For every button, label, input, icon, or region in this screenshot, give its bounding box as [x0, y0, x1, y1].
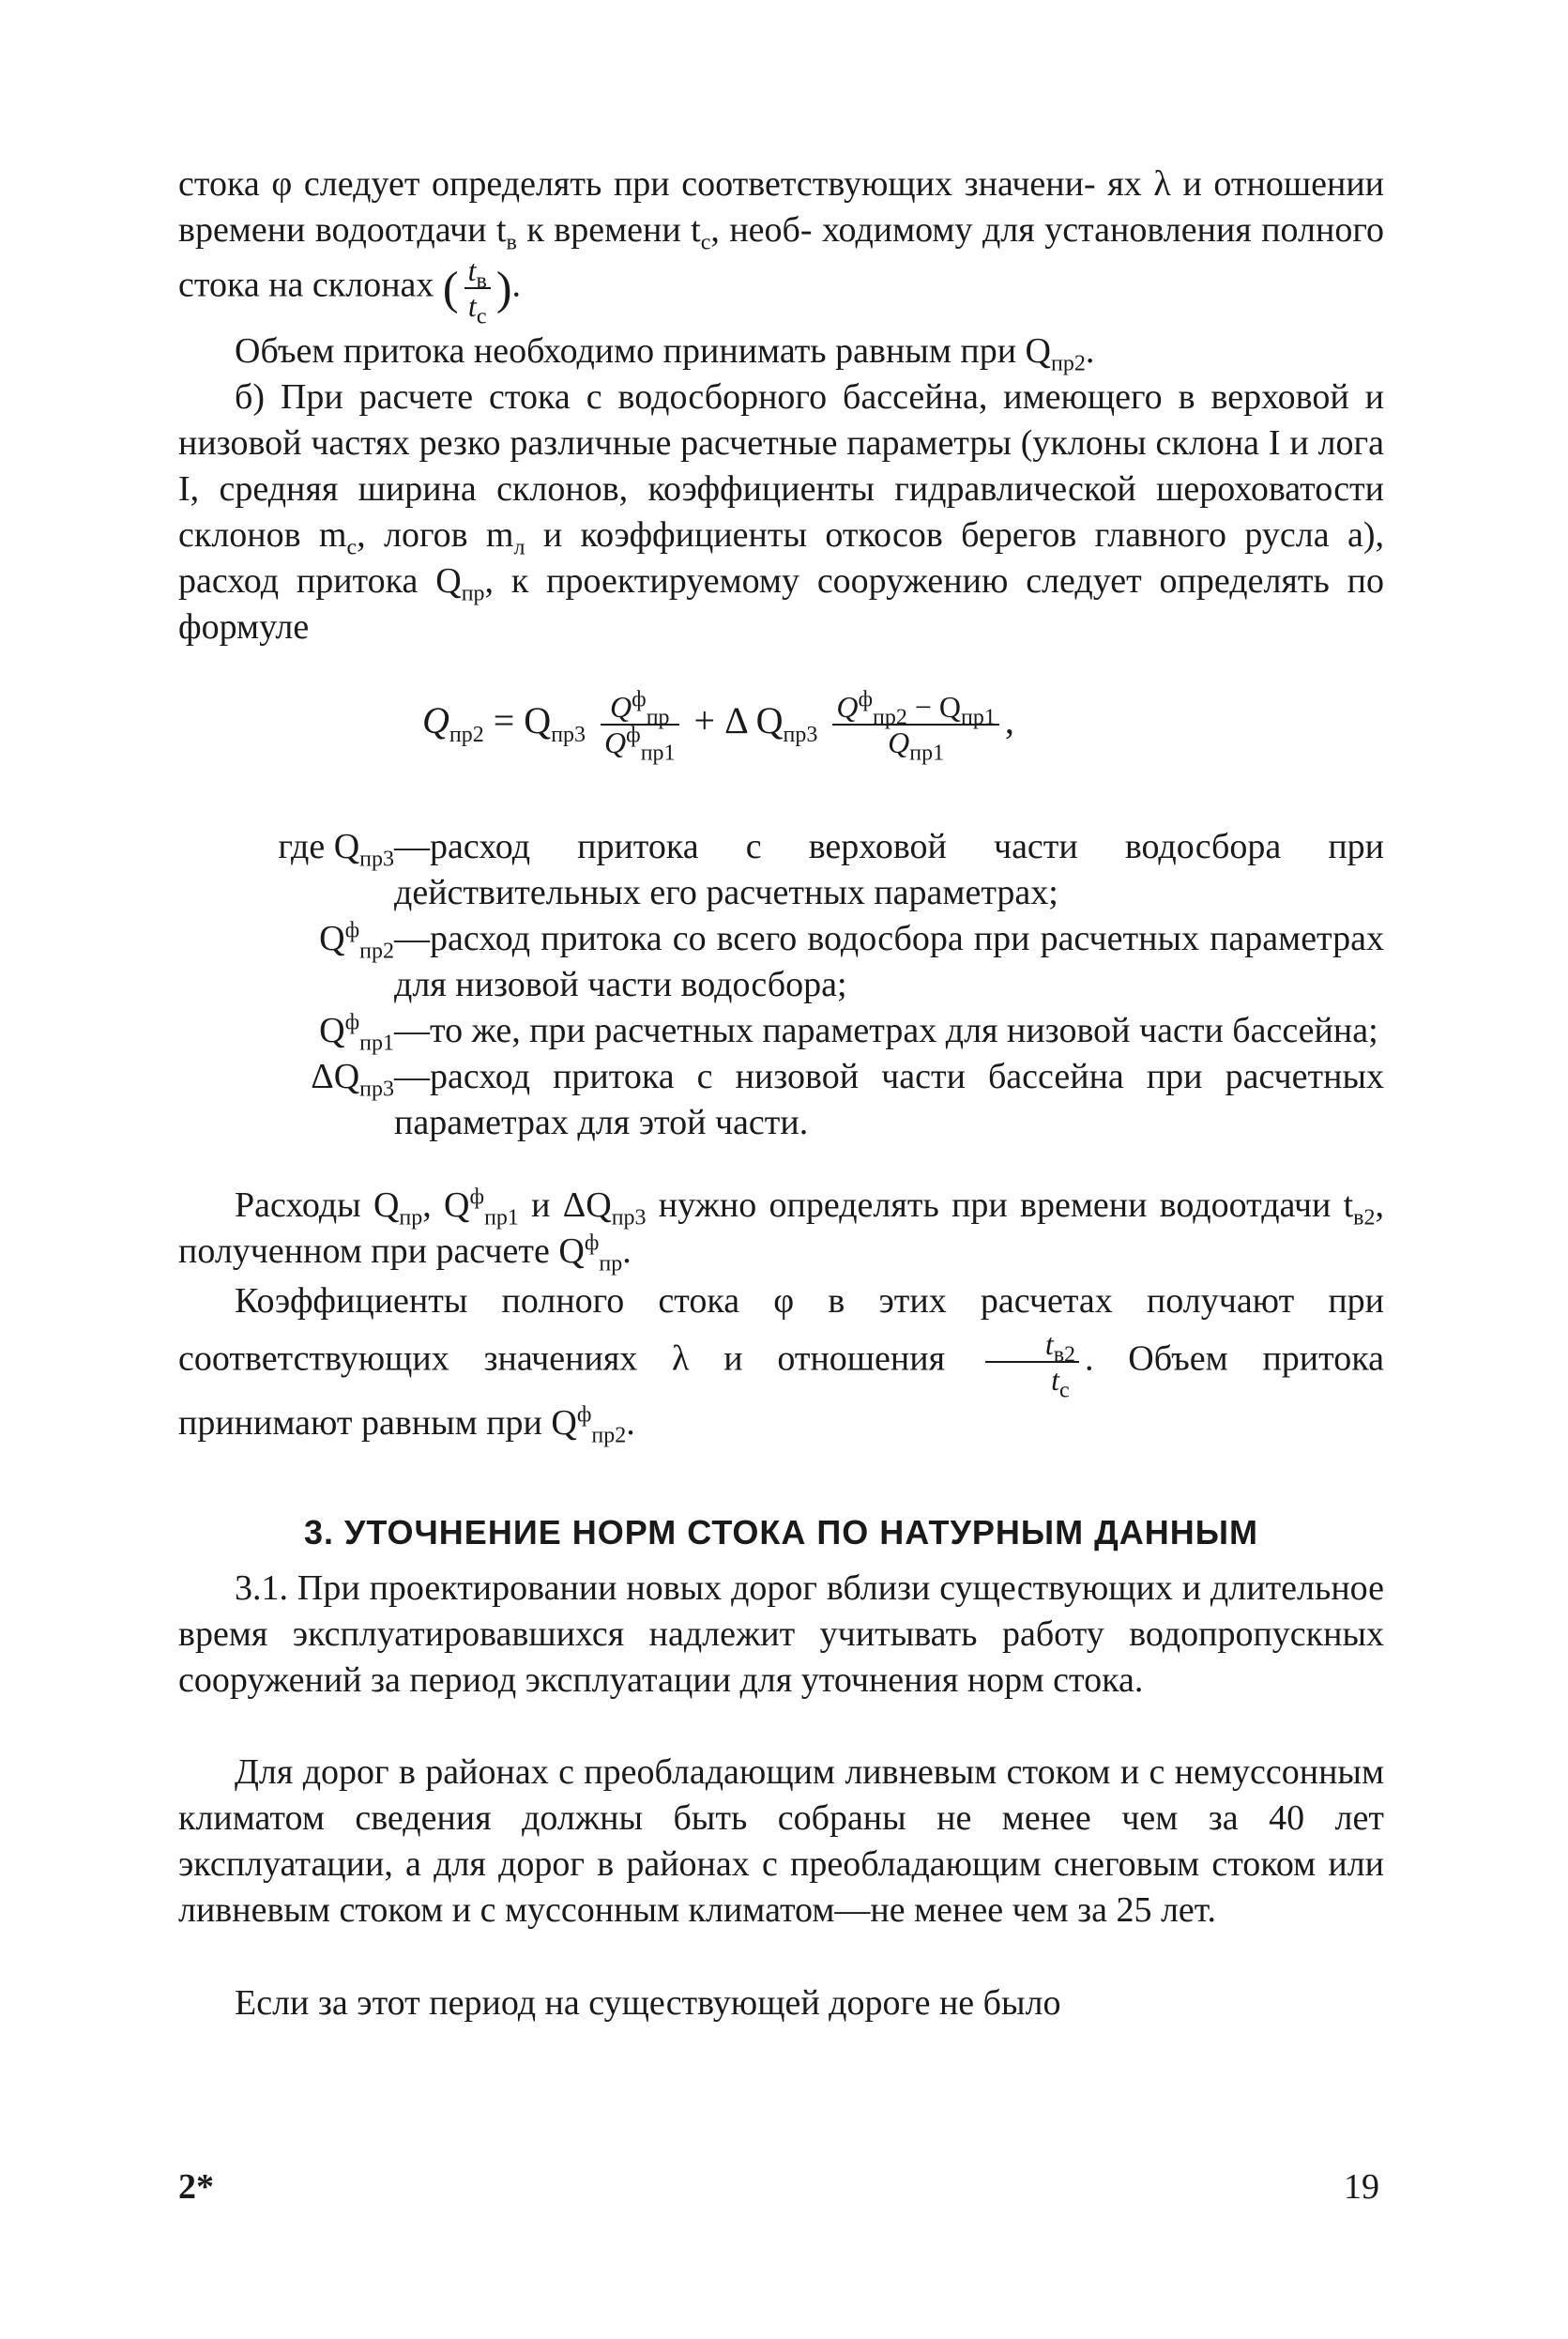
frac-num: t: [1044, 1327, 1054, 1361]
superscript: ф: [626, 723, 641, 748]
subscript: пр1: [909, 741, 945, 766]
text-line: [178, 1183, 1384, 1275]
paragraph-if: [178, 1980, 1384, 2026]
def-text: —то же, при расчетных параметрах для низовой части бассейна;: [394, 1011, 1378, 1050]
subscript: в: [476, 268, 487, 294]
frac-num-tail: − Q: [906, 690, 962, 724]
paragraph-text: , логов m: [357, 515, 514, 555]
subscript: пр3: [359, 847, 394, 872]
definition-item: [178, 824, 1384, 916]
frac-den: t: [467, 289, 477, 323]
frac-den: t: [1051, 1363, 1060, 1397]
superscript: ф: [469, 1185, 485, 1210]
punct: .: [622, 1231, 632, 1271]
frac-den: Q: [888, 726, 910, 759]
paragraph-text: , Q: [422, 1185, 470, 1225]
paragraph-3-1: [178, 1566, 1384, 1704]
paragraph-rates: [178, 1183, 1384, 1275]
term-text: где Q: [278, 827, 360, 866]
def-text: —расход притока с верховой части водосбора при действительных его расчетных параметрах;: [394, 827, 1384, 912]
paragraph-text: и ΔQ: [518, 1185, 612, 1225]
def-text: —расход притока со всего водосбора при расчетных параметрах для низовой части водосбора;: [394, 919, 1384, 1004]
formula-eq: = Q: [483, 699, 552, 742]
subscript: в: [506, 230, 517, 255]
superscript: ф: [344, 1010, 360, 1035]
paragraph-roads: [178, 1750, 1384, 1934]
subscript: пр2: [359, 939, 394, 964]
subscript: пр2: [873, 705, 907, 730]
subscript: пр: [599, 1251, 623, 1277]
subscript: пр2: [591, 1423, 627, 1448]
subscript: л: [513, 535, 525, 560]
superscript: ф: [344, 918, 360, 943]
frac-den: Q: [604, 726, 627, 759]
subscript: пр3: [611, 1205, 647, 1231]
paragraph-text: Если за этот период на существующей дороге не было: [235, 1983, 1061, 2023]
line-2b: к времени t: [516, 210, 701, 250]
formula-plus: + Δ Q: [693, 699, 784, 742]
frac-num: Q: [836, 690, 859, 724]
punct: .: [626, 1403, 635, 1443]
subscript: пр1: [961, 705, 996, 730]
punct: .: [1085, 331, 1095, 371]
subscript: пр1: [484, 1205, 519, 1231]
subscript: с: [476, 304, 487, 329]
subscript: с: [1059, 1378, 1070, 1403]
paragraph-coefficients: [178, 1275, 1384, 1449]
line-2c: , необ-: [710, 210, 813, 250]
paragraph-text: Расходы Q: [235, 1185, 400, 1225]
signature-mark: 2*: [178, 2167, 214, 2207]
paragraph-text: б) При расчете стока с водосборного бассейна, имеющего в верховой и низовой частях резко различные расчетные параметры (уклоны склона I и лога I, средняя ширина склонов, коэффициенты гидравлической шероховатости склонов m: [178, 377, 1384, 555]
text-line: стока φ следует определять при соответствующих значени- ях λ и отношении времени водоотдачи $t_в$ к времени $t_с$, необ- ходимому для установления полного стока на склонах ( $\frac{t_в}{t_с}$ ).: [178, 164, 1384, 329]
subscript: пр2: [449, 723, 484, 748]
text-line: [178, 375, 1384, 650]
paragraph-text: нужно определять при времени водоотдачи t: [646, 1185, 1354, 1225]
definition-item: [178, 916, 1384, 1008]
subscript: пр3: [783, 723, 818, 748]
paragraph-b: [178, 375, 1384, 650]
subscript: пр: [646, 705, 670, 730]
subscript: пр1: [640, 741, 676, 766]
section-heading: 3. УТОЧНЕНИЕ НОРМ СТОКА ПО НАТУРНЫМ ДАННЫМ: [304, 1513, 1258, 1552]
fraction: [464, 253, 491, 329]
superscript: ф: [584, 1231, 600, 1256]
formula: [422, 687, 1267, 766]
line-1: стока φ следует определять при соответствующих значени-: [178, 164, 1096, 204]
fraction: [985, 1327, 1079, 1403]
line-3: ходимому для установления полного стока на склонах: [178, 210, 1384, 305]
definitions-list: [178, 824, 1384, 1146]
paragraph-text: . Объем притока принимают равным при Q: [178, 1338, 1384, 1443]
term-text: Q: [319, 1011, 345, 1050]
subscript: с: [346, 535, 358, 560]
subscript: пр3: [359, 1077, 394, 1102]
formula-fraction-2: [832, 687, 999, 766]
paragraph-continuation: [178, 161, 1384, 329]
def-text: —расход притока с низовой части бассейна при расчетных параметрах для этой части.: [394, 1057, 1384, 1142]
definition-item: [178, 1054, 1384, 1146]
subscript: в2: [1353, 1205, 1376, 1231]
paragraph-text: Объем притока необходимо принимать равным при Q: [235, 331, 1051, 371]
paragraph-text: , к проектируемому сооружению следует определять по формуле: [178, 561, 1384, 647]
text-line: [178, 1275, 1384, 1449]
subscript: в2: [1053, 1342, 1076, 1368]
def-term: [178, 1054, 394, 1100]
superscript: ф: [858, 687, 874, 712]
subscript: с: [700, 230, 711, 255]
subscript: пр1: [359, 1031, 394, 1056]
frac-num: Q: [610, 690, 632, 724]
def-term: [178, 1008, 394, 1054]
term-text: Q: [319, 919, 345, 958]
punct: ,: [1004, 699, 1014, 742]
text-line: [178, 329, 1384, 375]
subscript: пр: [399, 1205, 423, 1231]
paragraph-text: и коэффициенты откосов берегов главного русла a), расход притока Q: [178, 515, 1384, 601]
superscript: ф: [576, 1402, 592, 1428]
subscript: пр3: [551, 723, 586, 748]
paragraph-volume: [178, 329, 1384, 375]
term-text: ΔQ: [311, 1057, 360, 1096]
paragraph-text: 3.1. При проектировании новых дорог вблизи существующих и длительное время эксплуатировавшихся надлежит учитывать работу водопропускных сооружений за период эксплуатации для уточнения норм стока.: [178, 1568, 1384, 1700]
paragraph-text: Для дорог в районах с преобладающим ливневым стоком и с немуссонным климатом сведения должны быть собраны не менее чем за 40 лет эксплуатации, а для дорог в районах с преобладающим снеговым стоком или ливневым стоком и с муссонным климатом—не менее чем за 25 лет.: [178, 1752, 1384, 1930]
subscript: пр: [461, 581, 485, 606]
subscript: пр2: [1050, 351, 1086, 376]
formula-fraction-1: [601, 687, 679, 766]
definition-item: [178, 1008, 1384, 1054]
def-term: [178, 824, 394, 870]
formula-lhs: Q: [422, 699, 449, 742]
paragraph-text: Коэффициенты полного стока φ в этих расчетах получают при соответствующих значениях λ и отношения: [178, 1281, 1384, 1379]
page-number: 19: [1344, 2167, 1379, 2207]
frac-num: t: [467, 253, 477, 287]
def-term: [178, 916, 394, 962]
line-2: ях λ и отношении времени водоотдачи t: [178, 164, 1384, 250]
paragraph-text: , полученном при расчете Q: [178, 1185, 1385, 1271]
superscript: ф: [632, 687, 647, 712]
